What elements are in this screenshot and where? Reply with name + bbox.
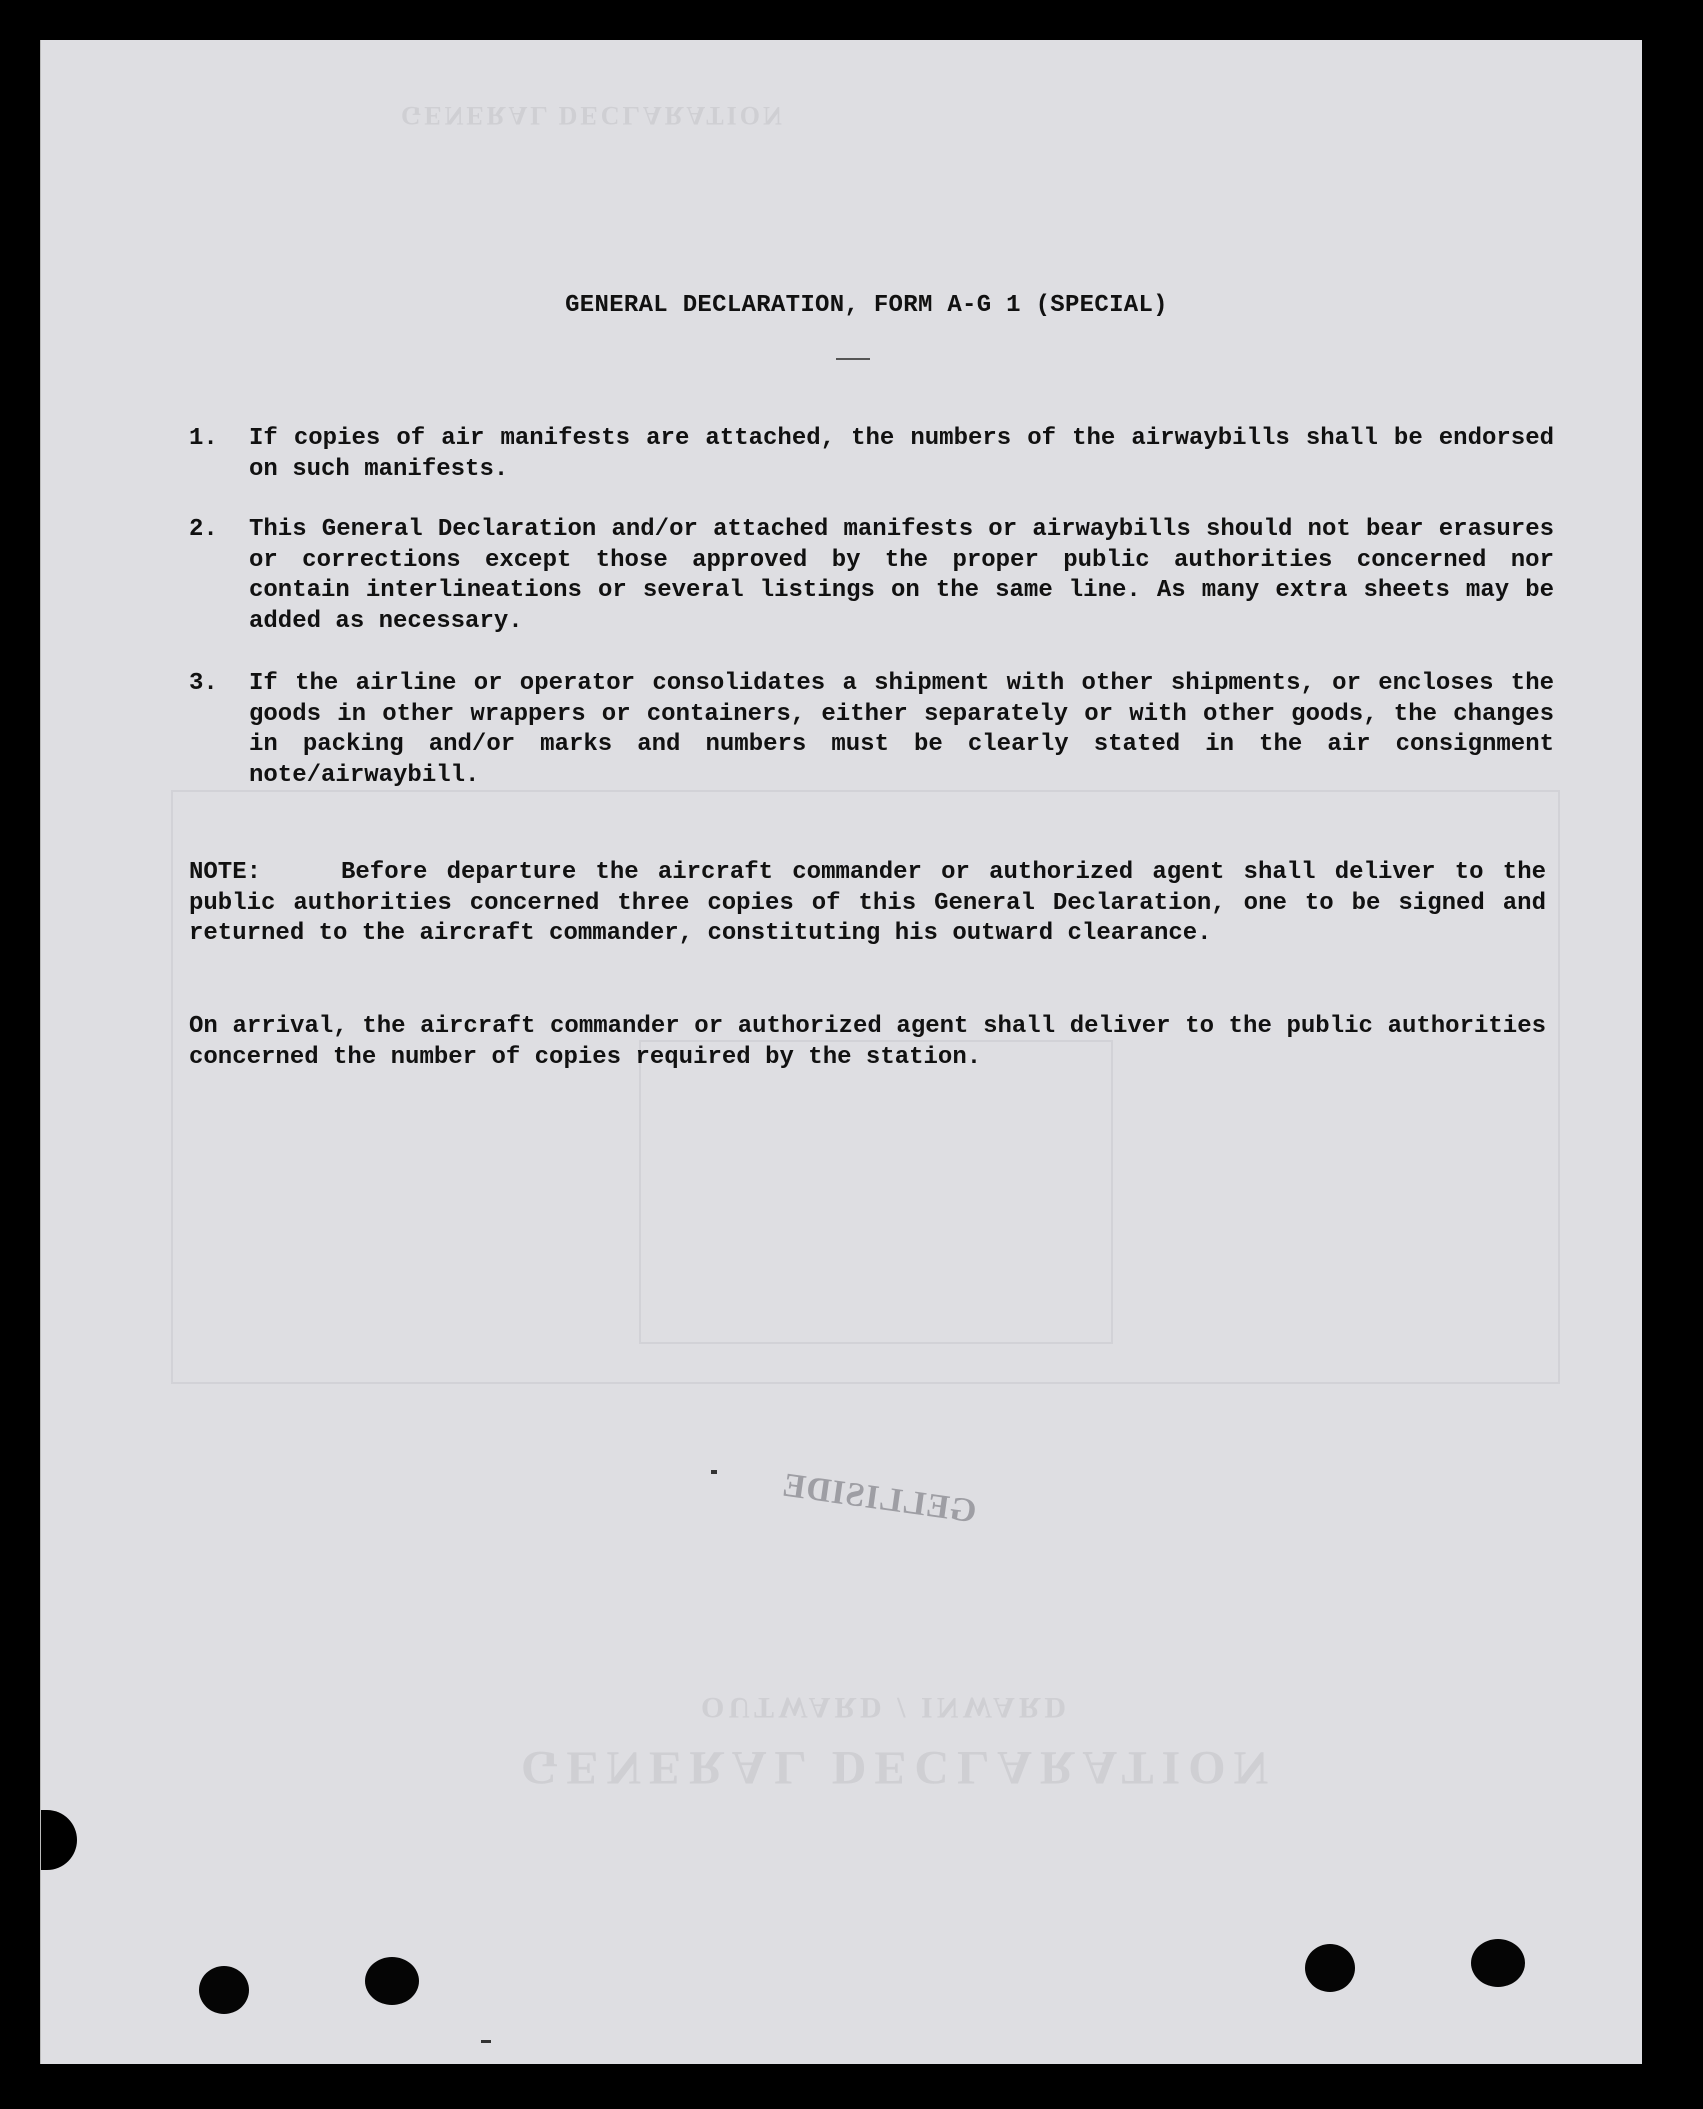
bleed-through-header: GENERAL DECLARATION bbox=[401, 101, 785, 130]
item-text: If the airline or operator consolidates a shipment with other shipments, or encloses the goods in other wrappers or containers, either separately or with other goods, the changes in packing and/or marks and numbers must be clearly stated in the air consignment note/airwaybill. bbox=[249, 670, 1554, 789]
title-underline bbox=[836, 358, 870, 360]
bleed-through-heading: GENERAL DECLARATION bbox=[521, 1741, 1277, 1794]
page-title: GENERAL DECLARATION, FORM A-G 1 (SPECIAL) bbox=[565, 292, 1168, 319]
reversed-stamp-mark: GELLISIDE bbox=[779, 1466, 979, 1531]
instruction-item-2 bbox=[189, 515, 1554, 637]
item-text: If copies of air manifests are attached, the numbers of the airwaybills shall be endorsed on such manifests. bbox=[249, 425, 1554, 483]
item-number: 1. bbox=[189, 425, 218, 452]
torn-edge bbox=[41, 1810, 77, 1870]
note-paragraph bbox=[189, 858, 1546, 950]
document-page bbox=[40, 40, 1642, 2064]
punch-hole-bottom-right-2 bbox=[1471, 1939, 1525, 1987]
instruction-item-1 bbox=[189, 424, 1554, 485]
instruction-item-3 bbox=[189, 669, 1554, 791]
punch-hole-bottom-left bbox=[199, 1966, 249, 2014]
bleed-through-subheading: OUTWARD / INWARD bbox=[701, 1691, 1071, 1724]
item-text: This General Declaration and/or attached manifests or airwaybills should not bear erasures or corrections except those approved by the proper public authorities concerned nor contain interlineations or several listings on the same line. As many extra sheets may be added as necessary. bbox=[249, 516, 1554, 635]
ink-speck bbox=[711, 1470, 717, 1474]
item-number: 3. bbox=[189, 670, 218, 697]
bleed-through-box bbox=[639, 1040, 1113, 1344]
note-label: NOTE: bbox=[189, 859, 262, 886]
punch-hole-bottom-left-2 bbox=[365, 1957, 419, 2005]
punch-hole-bottom-right bbox=[1305, 1944, 1355, 1992]
note-text: Before departure the aircraft commander or authorized agent shall deliver to the public authorities concerned three copies of this General Declaration, one to be signed and returned to the aircraft commander, constituting his outward clearance. bbox=[189, 859, 1546, 947]
item-number: 2. bbox=[189, 516, 218, 543]
ink-speck bbox=[481, 2040, 491, 2043]
arrival-paragraph: On arrival, the aircraft commander or authorized agent shall deliver to the public authorities concerned the number of copies required by the station. bbox=[189, 1013, 1546, 1071]
